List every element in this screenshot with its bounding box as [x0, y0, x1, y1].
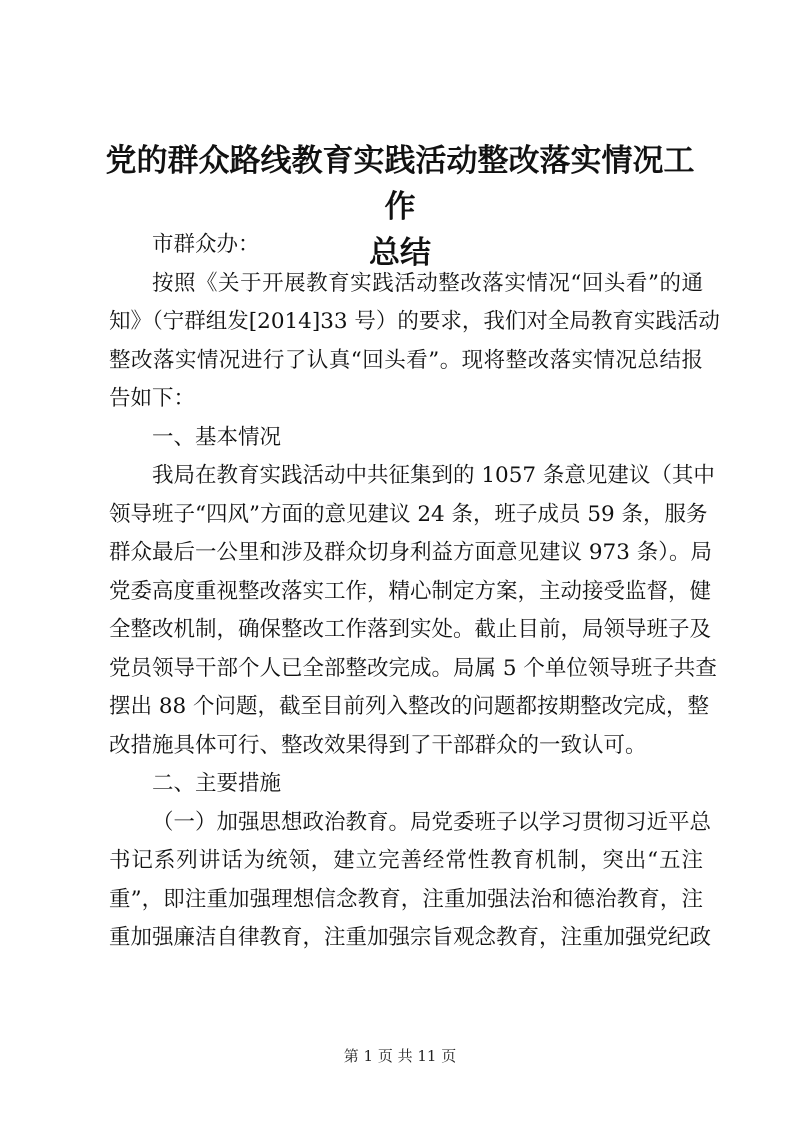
paragraph-line: 整改落实情况进行了认真“回头看”。现将整改落实情况总结报 — [109, 347, 703, 373]
addressee-line: 市群众办： — [152, 232, 260, 257]
paragraph-line: 重加强廉洁自律教育，注重加强宗旨观念教育，注重加强党纪政 — [109, 925, 712, 950]
paragraph-line: （一）加强思想政治教育。局党委班子以学习贯彻习近平总 — [152, 809, 712, 835]
section-heading: 一、基本情况 — [152, 424, 282, 450]
paragraph-line: 重”，即注重加强理想信念教育，注重加强法治和德治教育，注 — [109, 886, 703, 912]
paragraph-line: 党员领导干部个人已全部整改完成。局属 5 个单位领导班子共查 — [109, 655, 717, 681]
paragraph-line: 摆出 88 个问题，截至目前列入整改的问题都按期整改完成，整 — [109, 694, 710, 719]
paragraph-line: 我局在教育实践活动中共征集到的 1057 条意见建议（其中 — [152, 463, 715, 488]
page-footer: 第 1 页 共 11 页 — [343, 1047, 457, 1065]
document-body — [109, 226, 720, 958]
paragraph-line: 党委高度重视整改落实工作，精心制定方案，主动接受监督，健 — [109, 578, 712, 604]
title-line-2: 总结 — [369, 235, 431, 271]
paragraph-line: 告如下： — [109, 386, 196, 411]
title-line-1: 党的群众路线教育实践活动整改落实情况工作 — [105, 143, 695, 225]
paragraph-line: 群众最后一公里和涉及群众切身利益方面意见建议 973 条）。局 — [109, 540, 712, 565]
paragraph-line: 改措施具体可行、整改效果得到了干部群众的一致认可。 — [109, 732, 647, 758]
paragraph-line: 全整改机制，确保整改工作落到实处。截止目前，局领导班子及 — [109, 617, 712, 642]
paragraph-line: 按照《关于开展教育实践活动整改落实情况“回头看”的通 — [152, 270, 703, 296]
paragraph-line: 书记系列讲话为统领，建立完善经常性教育机制，突出“五注 — [109, 848, 703, 873]
section-heading: 二、主要措施 — [152, 771, 282, 796]
paragraph-line: 知》（宁群组发[2014]33 号）的要求，我们对全局教育实践活动 — [109, 309, 720, 334]
paragraph-line: 领导班子“四风”方面的意见建议 24 条，班子成员 59 条，服务 — [109, 501, 708, 527]
